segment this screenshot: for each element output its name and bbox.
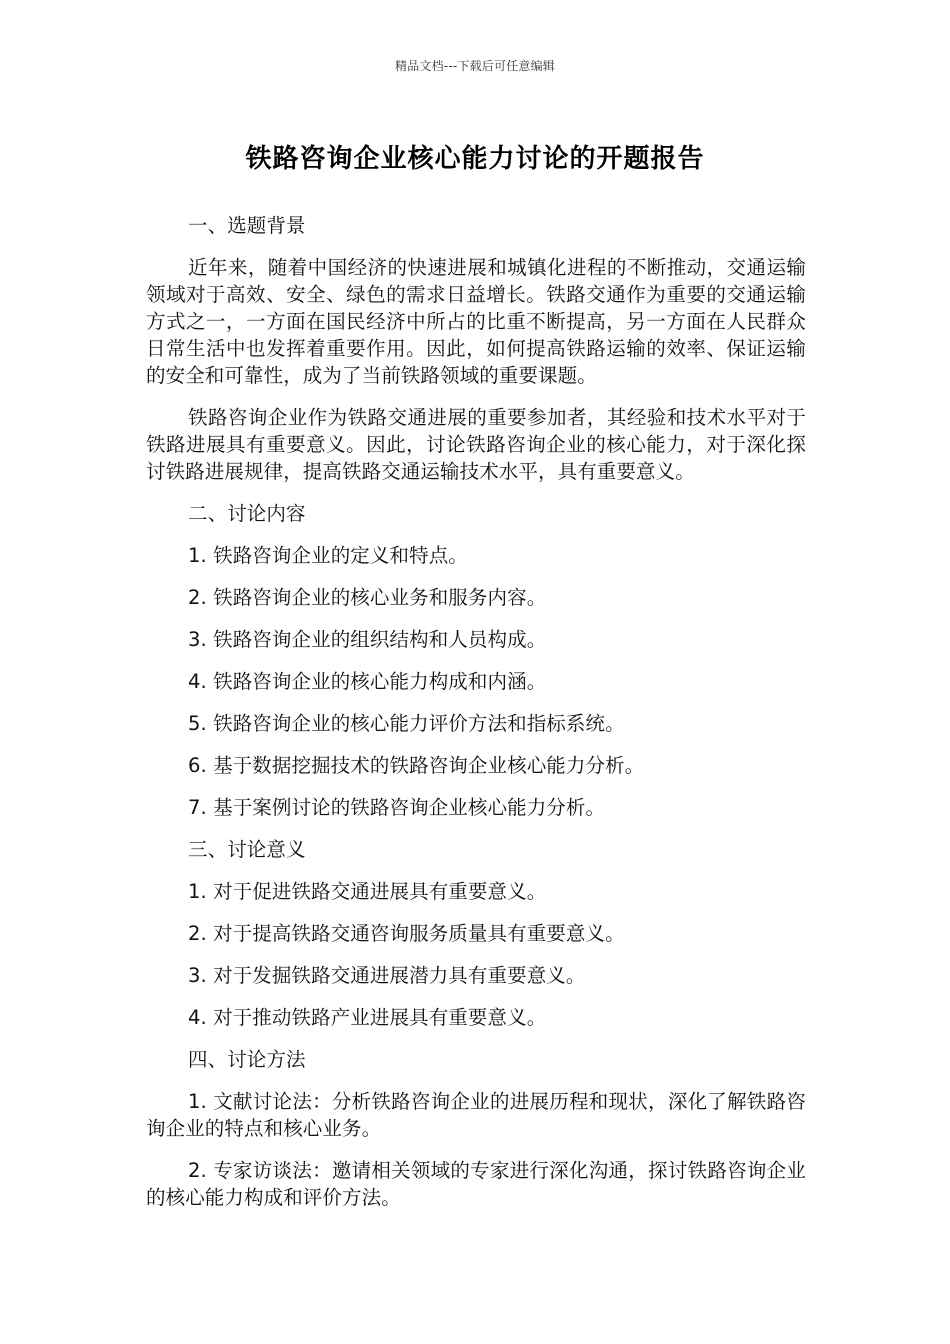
method-item: 2. 专家访谈法：邀请相关领域的专家进行深化沟通，探讨铁路咨询企业的核心能力构成和评价方法。 [146,1159,806,1209]
section-heading-significance: 三、讨论意义 [188,838,306,861]
list-item: 3. 对于发掘铁路交通进展潜力具有重要意义。 [188,964,586,987]
list-item: 2. 对于提高铁路交通咨询服务质量具有重要意义。 [188,922,625,945]
section-heading-background: 一、选题背景 [188,214,306,237]
list-item: 6. 基于数据挖掘技术的铁路咨询企业核心能力分析。 [188,754,645,777]
section-heading-methods: 四、讨论方法 [188,1048,306,1071]
list-item: 7. 基于案例讨论的铁路咨询企业核心能力分析。 [188,796,606,819]
list-item: 4. 对于推动铁路产业进展具有重要意义。 [188,1006,547,1029]
header-note: 精品文档---下载后可任意编辑 [395,59,555,73]
list-item: 1. 对于促进铁路交通进展具有重要意义。 [188,880,547,903]
list-item: 4. 铁路咨询企业的核心能力构成和内涵。 [188,670,547,693]
list-item: 2. 铁路咨询企业的核心业务和服务内容。 [188,586,547,609]
paragraph-background-1: 近年来，随着中国经济的快速进展和城镇化进程的不断推动，交通运输领域对于高效、安全、绿色的需求日益增长。铁路交通作为重要的交通运输方式之一，一方面在国民经济中所占的比重不断提高，另一方面在人民群众日常生活中也发挥着重要作用。因此，如何提高铁路运输的效率、保证运输的安全和可靠性，成为了当前铁路领域的重要课题。 [146,256,806,387]
list-item: 5. 铁路咨询企业的核心能力评价方法和指标系统。 [188,712,625,735]
section-heading-content: 二、讨论内容 [188,502,306,525]
list-item: 3. 铁路咨询企业的组织结构和人员构成。 [188,628,547,651]
method-item: 1. 文献讨论法：分析铁路咨询企业的进展历程和现状，深化了解铁路咨询企业的特点和核心业务。 [146,1090,806,1140]
document-body [146,212,806,1226]
document-title: 铁路咨询企业核心能力讨论的开题报告 [245,144,705,174]
list-item: 1. 铁路咨询企业的定义和特点。 [188,544,468,567]
paragraph-background-2: 铁路咨询企业作为铁路交通进展的重要参加者，其经验和技术水平对于铁路进展具有重要意义。因此，讨论铁路咨询企业的核心能力，对于深化探讨铁路进展规律，提高铁路交通运输技术水平，具有重要意义。 [146,406,806,483]
